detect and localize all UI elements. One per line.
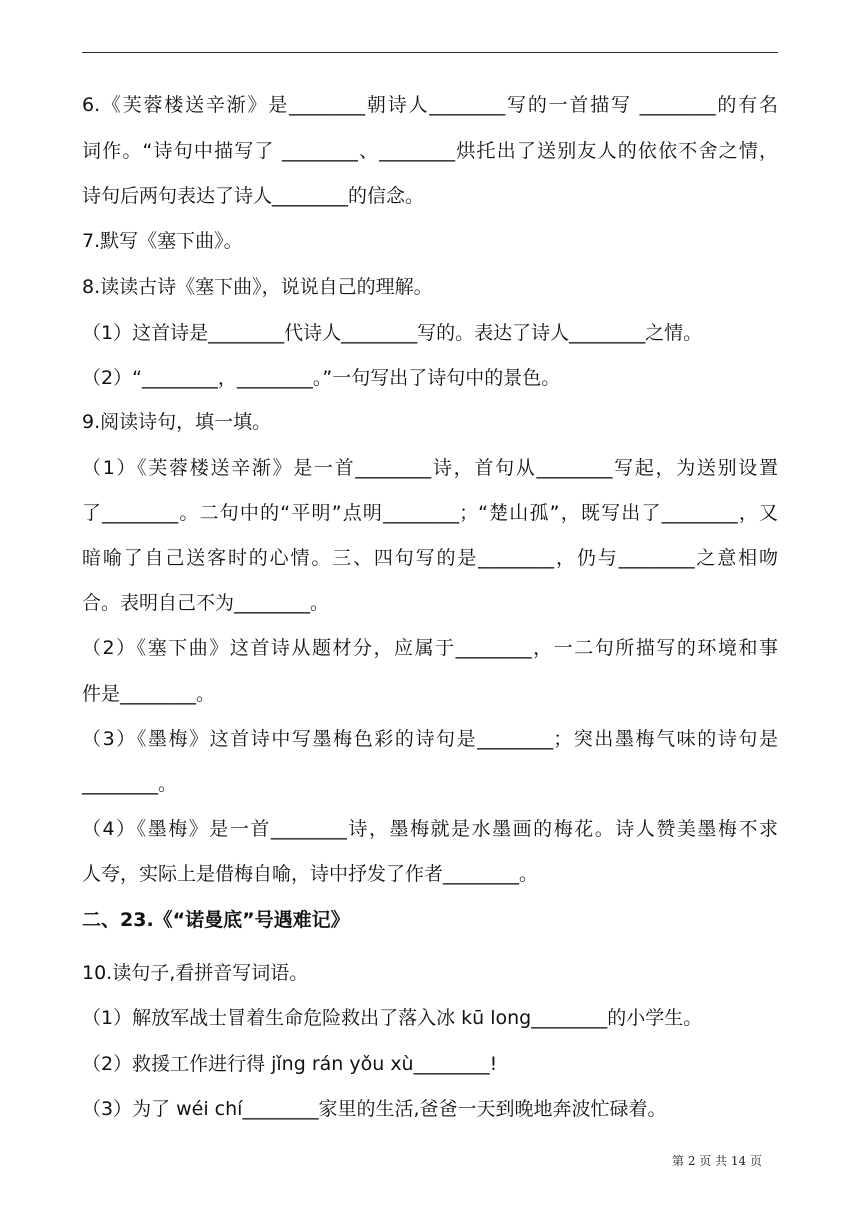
q9-part-3-line-1: （3）《墨梅》这首诗中写墨梅色彩的诗句是________；突出墨梅气味的诗句是 bbox=[82, 728, 778, 750]
page-number: 第 2 页 共 14 页 bbox=[672, 1154, 762, 1168]
header-rule bbox=[82, 52, 778, 53]
q8-part-2: （2）“________，________。”一句写出了诗句中的景色。 bbox=[82, 367, 561, 389]
q9-part-2-line-2: 件是________。 bbox=[82, 683, 216, 705]
q8-heading: 8.读读古诗《塞下曲》，说说自己的理解。 bbox=[82, 276, 433, 298]
q6-line-1: 6.《芙蓉楼送辛渐》是________朝诗人________写的一首描写 ________的有名 bbox=[82, 94, 778, 116]
q9-part-4-line-2: 人夸，实际上是借梅自喻，诗中抒发了作者________。 bbox=[82, 863, 539, 885]
q7-line: 7.默写《塞下曲》。 bbox=[82, 230, 243, 252]
q10-part-1: （1）解放军战士冒着生命危险救出了落入冰 kū long________的小学生。 bbox=[82, 1007, 703, 1029]
q9-part-1-line-3: 暗喻了自己送客时的心情。三、四句写的是________，仍与________之意相吻 bbox=[82, 547, 778, 569]
q8-part-1: （1）这首诗是________代诗人________写的。表达了诗人________之情。 bbox=[82, 322, 703, 344]
q9-part-1-line-2: 了________。二句中的“平明”点明________；“楚山孤”，既写出了________，又 bbox=[82, 502, 778, 524]
q9-part-3-line-2: ________。 bbox=[82, 773, 178, 795]
q10-part-3: （3）为了 wéi chí________家里的生活,爸爸一天到晚地奔波忙碌着。 bbox=[82, 1098, 667, 1120]
q6-line-2: 词作。“诗句中描写了 ________、________烘托出了送别友人的依依不舍之情， bbox=[82, 140, 778, 162]
section-heading: 二、23.《“诺曼底”号遇难记》 bbox=[82, 909, 350, 931]
q10-part-2: （2）救援工作进行得 jǐng rán yǒu xù________! bbox=[82, 1053, 498, 1075]
q9-part-2-line-1: （2）《塞下曲》这首诗从题材分，应属于________，一二句所描写的环境和事 bbox=[82, 637, 778, 659]
q9-part-1-line-4: 合。表明自己不为________。 bbox=[82, 592, 330, 614]
q9-heading: 9.阅读诗句，填一填。 bbox=[82, 411, 272, 433]
q9-part-1-line-1: （1）《芙蓉楼送辛渐》是一首________诗，首句从________写起，为送别设置 bbox=[82, 457, 778, 479]
q9-part-4-line-1: （4）《墨梅》是一首________诗，墨梅就是水墨画的梅花。诗人赞美墨梅不求 bbox=[82, 818, 778, 840]
q6-line-3: 诗句后两句表达了诗人________的信念。 bbox=[82, 185, 425, 207]
q10-heading: 10.读句子,看拼音写词语。 bbox=[82, 962, 309, 984]
